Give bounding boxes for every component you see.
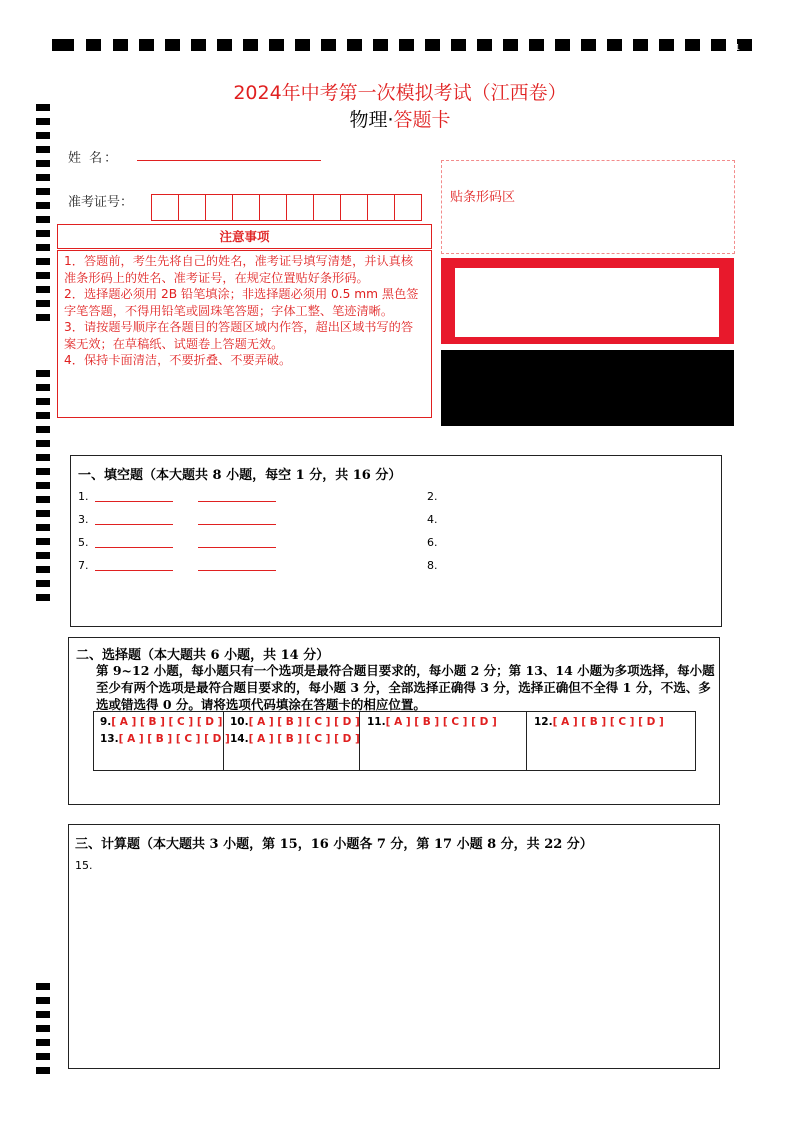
answer-line[interactable] <box>198 570 276 571</box>
timing-mark <box>633 39 648 51</box>
timing-mark <box>295 39 310 51</box>
red-frame-box <box>441 258 734 344</box>
timing-mark <box>269 39 284 51</box>
exam-number-boxes[interactable] <box>152 194 422 221</box>
timing-mark <box>36 524 50 531</box>
timing-mark <box>36 1025 50 1032</box>
timing-mark <box>165 39 180 51</box>
timing-mark <box>36 272 50 279</box>
blank-number: 2. <box>427 490 438 503</box>
timing-mark <box>36 983 50 990</box>
question-13[interactable] <box>100 733 230 745</box>
timing-mark <box>36 286 50 293</box>
digit-box[interactable] <box>394 194 422 221</box>
timing-mark <box>36 1067 50 1074</box>
subject-label: 物理 <box>349 109 388 131</box>
answer-line[interactable] <box>198 547 276 548</box>
question-number: 10. <box>230 716 249 728</box>
section3-title: 三、计算题（本大题共 3 小题，第 15，16 小题各 7 分，第 17 小题 8 分，共 22 分） <box>75 837 593 852</box>
timing-mark <box>36 482 50 489</box>
timing-mark <box>711 39 726 51</box>
digit-box[interactable] <box>313 194 341 221</box>
option-bubbles[interactable]: [ A ] [ B ] [ C ] [ D ] <box>552 716 664 728</box>
question-number: 14. <box>230 733 249 745</box>
digit-box[interactable] <box>232 194 260 221</box>
timing-mark <box>36 412 50 419</box>
timing-mark <box>52 39 74 51</box>
question-12[interactable] <box>534 716 664 728</box>
blank-number: 3. <box>78 513 89 526</box>
timing-mark <box>243 39 258 51</box>
answer-line[interactable] <box>95 524 173 525</box>
option-bubbles[interactable]: [ A ] [ B ] [ C ] [ D ] <box>248 733 360 745</box>
timing-mark <box>36 216 50 223</box>
question-10[interactable] <box>230 716 360 728</box>
timing-mark <box>36 580 50 587</box>
question-number: 9. <box>100 716 112 728</box>
blank-number: 5. <box>78 536 89 549</box>
option-bubbles[interactable]: [ A ] [ B ] [ C ] [ D ] <box>111 716 223 728</box>
timing-mark <box>36 370 50 377</box>
barcode-label: 贴条形码区 <box>450 190 516 205</box>
question-15-label: 15. <box>75 859 93 872</box>
name-field[interactable] <box>137 148 321 161</box>
answer-card-label: 答题卡 <box>393 109 451 131</box>
blank-number: 8. <box>427 559 438 572</box>
timing-mark <box>36 314 50 321</box>
timing-mark <box>659 39 674 51</box>
timing-mark <box>581 39 596 51</box>
section-fill-in <box>70 455 722 627</box>
timing-mark <box>36 468 50 475</box>
title-dot: · <box>387 109 394 131</box>
timing-mark <box>36 997 50 1004</box>
timing-mark <box>36 160 50 167</box>
timing-mark <box>139 39 154 51</box>
timing-mark <box>36 538 50 545</box>
timing-mark <box>36 384 50 391</box>
timing-mark <box>36 552 50 559</box>
timing-mark <box>477 39 492 51</box>
timing-mark <box>36 496 50 503</box>
black-box <box>441 350 734 426</box>
name-label: 姓 名： <box>68 151 120 166</box>
timing-mark <box>36 454 50 461</box>
timing-mark <box>36 230 50 237</box>
timing-mark <box>373 39 388 51</box>
digit-box[interactable] <box>178 194 206 221</box>
timing-mark <box>36 188 50 195</box>
question-11[interactable] <box>367 716 497 728</box>
timing-mark <box>36 174 50 181</box>
timing-mark <box>321 39 336 51</box>
timing-mark <box>36 244 50 251</box>
timing-mark <box>217 39 232 51</box>
digit-box[interactable] <box>340 194 368 221</box>
timing-mark <box>86 39 101 51</box>
timing-mark <box>191 39 206 51</box>
section1-title: 一、填空题（本大题共 8 小题，每空 1 分，共 16 分） <box>78 468 402 483</box>
digit-box[interactable] <box>205 194 233 221</box>
blank-number: 7. <box>78 559 89 572</box>
question-14[interactable] <box>230 733 360 745</box>
option-bubbles[interactable]: [ A ] [ B ] [ C ] [ D ] <box>385 716 497 728</box>
timing-mark <box>685 39 700 51</box>
timing-mark <box>36 594 50 601</box>
timing-mark <box>36 1011 50 1018</box>
digit-box[interactable] <box>367 194 395 221</box>
timing-mark <box>36 440 50 447</box>
timing-mark <box>113 39 128 51</box>
blank-number: 1. <box>78 490 89 503</box>
section2-instruction: 第 9~12 小题，每小题只有一个选项是最符合题目要求的，每小题 2 分；第 13、14 小题为多项选择，每小题至少有两个选项是最符合题目要求的，每小题 3 分，全部选择正确得 3 分，选择正确但不全得 1 分，不选、多选或错选得 0 分。请将选项代码填涂在答题卡的相应位置。 <box>96 663 715 712</box>
timing-mark <box>36 146 50 153</box>
timing-mark <box>36 202 50 209</box>
timing-mark <box>36 132 50 139</box>
notice-body <box>57 250 432 418</box>
timing-mark <box>555 39 570 51</box>
digit-box[interactable] <box>259 194 287 221</box>
timing-mark <box>451 39 466 51</box>
timing-mark <box>36 566 50 573</box>
card-title <box>0 105 800 132</box>
section2-title: 二、选择题（本大题共 6 小题，共 14 分） <box>76 648 330 663</box>
answer-line[interactable] <box>95 547 173 548</box>
section-calculation[interactable] <box>68 824 720 1069</box>
timing-mark <box>347 39 362 51</box>
page-number: 1 <box>735 43 741 52</box>
timing-mark <box>399 39 414 51</box>
top-timing-marks <box>52 39 752 51</box>
choice-grid <box>93 711 696 771</box>
exam-number-label: 准考证号： <box>68 195 134 210</box>
question-number: 11. <box>367 716 386 728</box>
answer-line[interactable] <box>95 501 173 502</box>
notice-item: 1．答题前，考生先将自己的姓名，准考证号填写清楚，并认真核准条形码上的姓名、准考证号，在规定位置贴好条形码。 <box>64 254 414 285</box>
timing-mark <box>607 39 622 51</box>
blank-number: 6. <box>427 536 438 549</box>
option-bubbles[interactable]: [ A ] [ B ] [ C ] [ D ] <box>248 716 360 728</box>
timing-mark <box>503 39 518 51</box>
answer-line[interactable] <box>198 501 276 502</box>
digit-box[interactable] <box>151 194 179 221</box>
timing-mark <box>36 1039 50 1046</box>
question-9[interactable] <box>100 716 222 728</box>
timing-mark <box>36 1053 50 1060</box>
notice-item: 4．保持卡面清洁，不要折叠、不要弄破。 <box>64 353 292 367</box>
option-bubbles[interactable]: [ A ] [ B ] [ C ] [ D ] <box>118 733 230 745</box>
answer-line[interactable] <box>95 570 173 571</box>
blank-number: 4. <box>427 513 438 526</box>
notice-heading: 注意事项 <box>57 224 432 249</box>
answer-line[interactable] <box>198 524 276 525</box>
notice-item: 3．请按题号顺序在各题目的答题区域内作答，超出区域书写的答案无效；在草稿纸、试题卷上答题无效。 <box>64 320 414 351</box>
timing-mark <box>425 39 440 51</box>
digit-box[interactable] <box>286 194 314 221</box>
timing-mark <box>36 510 50 517</box>
timing-mark <box>36 258 50 265</box>
exam-title: 2024年中考第一次模拟考试（江西卷） <box>233 82 567 104</box>
question-number: 12. <box>534 716 553 728</box>
timing-mark <box>36 300 50 307</box>
timing-mark <box>529 39 544 51</box>
barcode-area <box>441 160 735 254</box>
question-number: 13. <box>100 733 119 745</box>
timing-mark <box>36 398 50 405</box>
timing-mark <box>36 426 50 433</box>
notice-item: 2．选择题必须用 2B 铅笔填涂；非选择题必须用 0.5 mm 黑色签字笔答题，不得用铅笔或圆珠笔答题；字体工整、笔迹清晰。 <box>64 287 419 318</box>
